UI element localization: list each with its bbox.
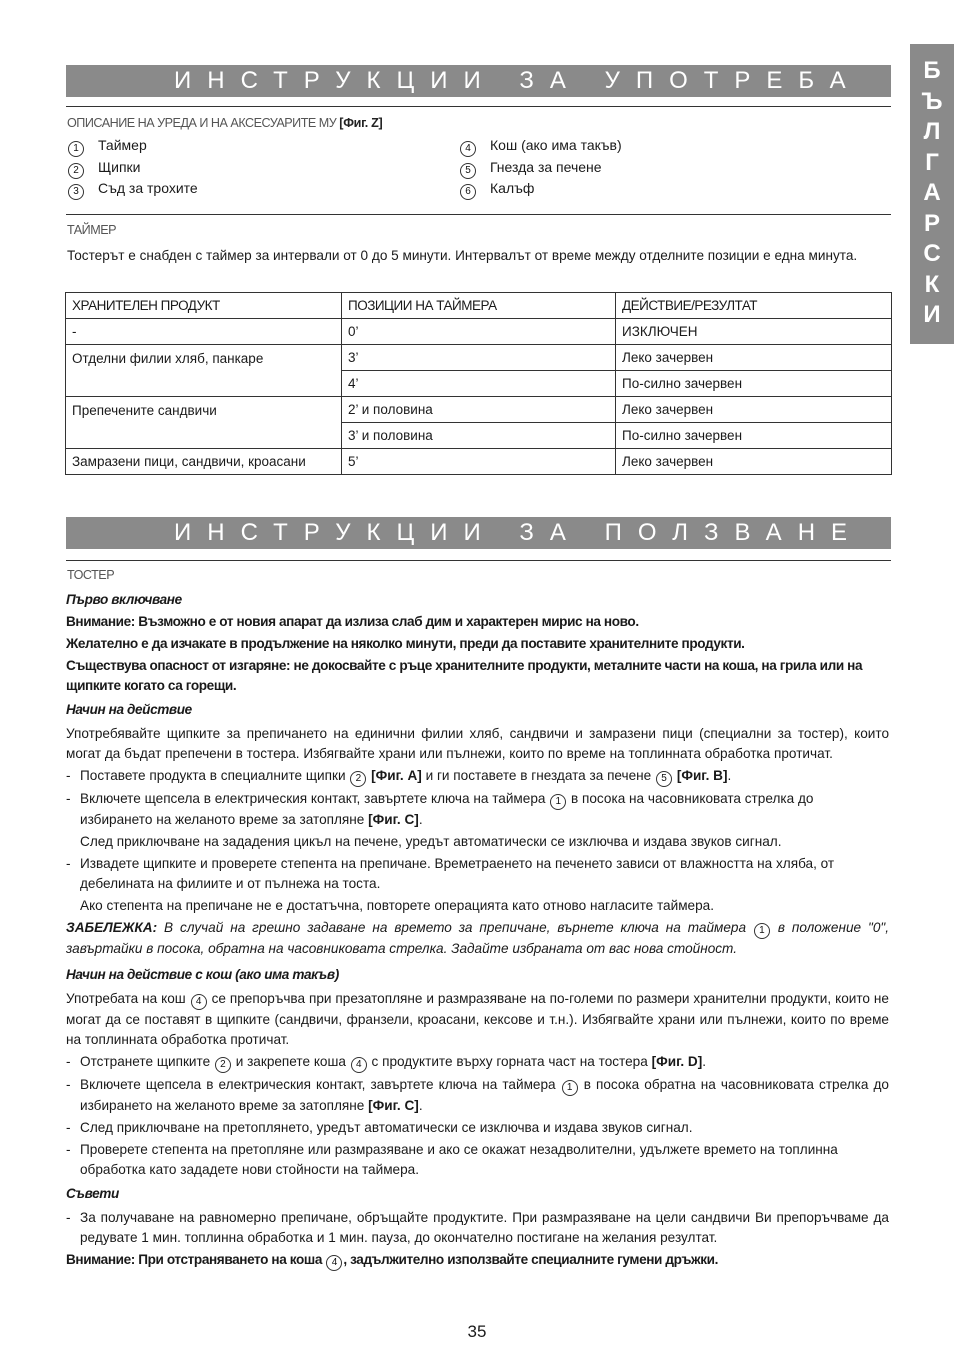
description-heading <box>67 116 382 130</box>
number-circle-icon: 1 <box>754 923 770 939</box>
timer-text: Тостерът е снабден с таймер за интервали от 0 до 5 минути. Интервалът от време между отделните позиции е една минута. <box>67 248 858 263</box>
side-tab-letter: И <box>923 301 941 328</box>
number-circle-icon: 4 <box>326 1255 342 1271</box>
number-circle-icon: 5 <box>460 163 476 179</box>
text: Употребата на кош <box>66 991 186 1006</box>
side-tab-letter: А <box>923 179 941 206</box>
section-banner-use: ИНСТРУКЦИИ ЗА ПОЛЗВАНЕ <box>66 517 891 549</box>
number-circle-icon: 2 <box>215 1057 231 1073</box>
note-label: ЗАБЕЛЕЖКА: <box>66 920 158 935</box>
table-header: ПОЗИЦИИ НА ТАЙМЕРА <box>342 293 616 319</box>
table-cell: 4’ <box>342 371 616 397</box>
list-item: - Включете щепсела в електрическия контакт, завъртете ключа на таймера 1 в посока обратна на часовниковата стрелка до избирането на желаното време за затопляне [Фиг. C]. <box>66 1075 889 1116</box>
basket-heading: Начин на действие с кош (ако има такъв) <box>66 967 339 982</box>
timer-table <box>65 292 892 475</box>
description-heading-text: ОПИСАНИЕ НА УРЕДА И НА АКСЕСУАРИТЕ МУ <box>67 116 337 130</box>
part-item <box>459 137 622 157</box>
paragraph <box>66 989 889 1050</box>
text: , задължително използвайте специалните гумени дръжки. <box>343 1252 718 1267</box>
number-circle-icon: 2 <box>68 163 84 179</box>
list-item: - За получаване на равномерно препичане, обръщайте продуктите. При размразяване на цели сандвичи Ви препоръчваме да редувате 1 мин. топлинна обработка и 1 мин. пауза, до окончателно постигане на желания резултат. <box>66 1208 889 1248</box>
instructions-body <box>66 590 889 1271</box>
list-item: - Поставете продукта в специалните щипки 2 [Фиг. A] и ги поставете в гнездата за печене 5 [Фиг. B]. <box>66 766 889 787</box>
table-cell: Отделни филии хляб, панкаре <box>66 345 342 397</box>
fig-ref: [Фиг. C] <box>368 812 419 827</box>
part-item <box>67 180 198 200</box>
text: в посока обратна на часовниковата стрелка до избирането на желаното време за затопляне <box>80 1077 889 1113</box>
paragraph: Ако степента на препичане не е достатъчна, повторете операцията като отново нагласите таймера. <box>80 898 715 913</box>
warning: Желателно е да изчакате в продължение на няколко минути, преди да поставите хранителните продукти. <box>66 636 745 651</box>
final-warning <box>66 1250 889 1271</box>
part-item <box>67 137 147 157</box>
number-circle-icon: 4 <box>191 994 207 1010</box>
text: и закрепете коша <box>235 1054 346 1069</box>
number-circle-icon: 2 <box>350 771 366 787</box>
side-tab-letter: Г <box>925 148 939 176</box>
number-circle-icon: 3 <box>68 184 84 200</box>
text: и ги поставете в гнездата за печене <box>425 768 652 783</box>
number-circle-icon: 5 <box>656 771 672 787</box>
number-circle-icon: 1 <box>68 141 84 157</box>
table-header: ХРАНИТЕЛЕН ПРОДУКТ <box>66 293 342 319</box>
fig-ref: [Фиг. Z] <box>339 116 383 130</box>
list-item: - След приключване на претоплянето, уредът автоматически се изключва и издава звуков сигнал. <box>66 1118 889 1138</box>
tips-heading: Съвети <box>66 1186 119 1201</box>
text: се препоръчва при презатопляне и размразяване на по-големи по размери хранителни продукти, които не могат да се поставят в щипките (сандвичи, франзели, кроасани, кексове и т.н.). Избягвайте храни или пълнежи, които по време на топлинната обработка протичат. <box>66 991 889 1047</box>
method-heading: Начин на действие <box>66 702 192 717</box>
fig-ref: [Фиг. D] <box>651 1054 703 1069</box>
list-item: - Включете щепсела в електрическия контакт, завъртете ключа на таймера 1 в посока на часовниковата стрелка до избирането на желаното време за затопляне [Фиг. C]. <box>66 789 889 830</box>
table-cell: Леко зачервен <box>616 449 892 475</box>
text: с продуктите върху горната част на тостера <box>371 1054 648 1069</box>
text: Отстранете щипките <box>80 1054 211 1069</box>
part-label: Калъф <box>490 180 535 196</box>
part-label: Съд за трохите <box>98 180 198 196</box>
table-cell: - <box>66 319 342 345</box>
table-cell: 3’ и половина <box>342 423 616 449</box>
paragraph: Употребявайте щипките за препичането на единични филии хляб, сандвичи и замразени пици (специални за тостер), които могат да бъдат препечени в тостера. Избягвайте храни или пълнежи, които по време на топлинната обработка протичат. <box>66 726 889 761</box>
table-row <box>66 449 892 475</box>
side-tab-letter: С <box>923 240 941 267</box>
side-tab-letter: Ъ <box>921 87 943 115</box>
part-label: Таймер <box>98 137 147 153</box>
first-use-heading: Първо включване <box>66 592 182 607</box>
table-cell: 2’ и половина <box>342 397 616 423</box>
note <box>66 918 889 959</box>
part-label: Кош (ако има такъв) <box>490 137 622 153</box>
divider <box>66 214 891 215</box>
divider <box>66 106 891 107</box>
number-circle-icon: 1 <box>562 1080 578 1096</box>
number-circle-icon: 1 <box>550 794 566 810</box>
text: В случай на грешно задаване на времето за препичане, върнете ключа на таймера <box>164 920 747 935</box>
page-number: 35 <box>467 1322 487 1341</box>
text: Включете щепсела в електрическия контакт, завъртете ключа на таймера <box>80 791 546 806</box>
language-side-tab <box>910 44 954 344</box>
table-cell: Леко зачервен <box>616 397 892 423</box>
part-item <box>67 159 140 179</box>
table-cell: По-силно зачервен <box>616 371 892 397</box>
timer-heading: ТАЙМЕР <box>67 223 117 237</box>
table-cell: По-силно зачервен <box>616 423 892 449</box>
number-circle-icon: 6 <box>460 184 476 200</box>
list-item: - Извадете щипките и проверете степента на препичане. Времетраенето на печенето зависи от влажността на хляба, от дебелината на филиите и от пълнежа на тоста. <box>66 854 889 894</box>
text: Внимание: При отстраняването на коша <box>66 1252 322 1267</box>
table-row <box>66 319 892 345</box>
table-header-row <box>66 293 892 319</box>
fig-ref: [Фиг. A] <box>371 768 422 783</box>
side-tab-letter: Л <box>923 118 941 145</box>
section-banner-usage: ИНСТРУКЦИИ ЗА УПОТРЕБА <box>66 65 891 97</box>
table-cell: 5’ <box>342 449 616 475</box>
text: Поставете продукта в специалните щипки <box>80 768 346 783</box>
paragraph: След приключване на зададения цикъл на печене, уредът автоматически се изключва и издава звуков сигнал. <box>80 834 782 849</box>
part-item <box>459 159 602 179</box>
number-circle-icon: 4 <box>351 1057 367 1073</box>
text: в посока на часовниковата стрелка до избирането на желаното време за затопляне <box>80 791 814 827</box>
list-item: - Проверете степента на претопляне или размразяване и ако се окажат незадволителни, удължете времето на топлинна обработка като зададете нови стойности на таймера. <box>66 1140 889 1180</box>
toaster-heading: ТОСТЕР <box>67 568 115 582</box>
table-cell: Замразени пици, сандвичи, кроасани <box>66 449 342 475</box>
warning: Съществува опасност от изгаряне: не докосвайте с ръце хранителните продукти, металните части на коша, на грила или на щипките когато са горещи. <box>66 658 863 693</box>
fig-ref: [Фиг. C] <box>368 1098 419 1113</box>
divider <box>66 560 891 561</box>
table-cell: 0’ <box>342 319 616 345</box>
side-tab-letter: Р <box>923 209 940 237</box>
table-row <box>66 345 892 371</box>
list-item: - Отстранете щипките 2 и закрепете коша 4 с продуктите върху горната част на тостера [Фиг. D]. <box>66 1052 889 1073</box>
table-cell: ИЗКЛЮЧЕН <box>616 319 892 345</box>
table-cell: Препечените сандвичи <box>66 397 342 449</box>
table-cell: Леко зачервен <box>616 345 892 371</box>
side-tab-letter: Б <box>923 57 941 84</box>
table-cell: 3’ <box>342 345 616 371</box>
text: в положение "0", завъртайки в посока, обратна на часовниковата стрелка. Задайте избраната от вас нова стойност. <box>66 920 889 956</box>
table-header: ДЕЙСТВИЕ/РЕЗУЛТАТ <box>616 293 892 319</box>
table-row <box>66 397 892 423</box>
number-circle-icon: 4 <box>460 141 476 157</box>
part-label: Щипки <box>98 159 141 175</box>
fig-ref: [Фиг. B] <box>676 768 728 783</box>
part-item <box>459 180 534 200</box>
warning: Внимание: Възможно е от новия апарат да излиза слаб дим и характерен мирис на ново. <box>66 614 639 629</box>
side-tab-letter: К <box>924 270 940 298</box>
part-label: Гнезда за печене <box>490 159 602 175</box>
text: Включете щепсела в електрическия контакт, завъртете ключа на таймера <box>80 1077 556 1092</box>
